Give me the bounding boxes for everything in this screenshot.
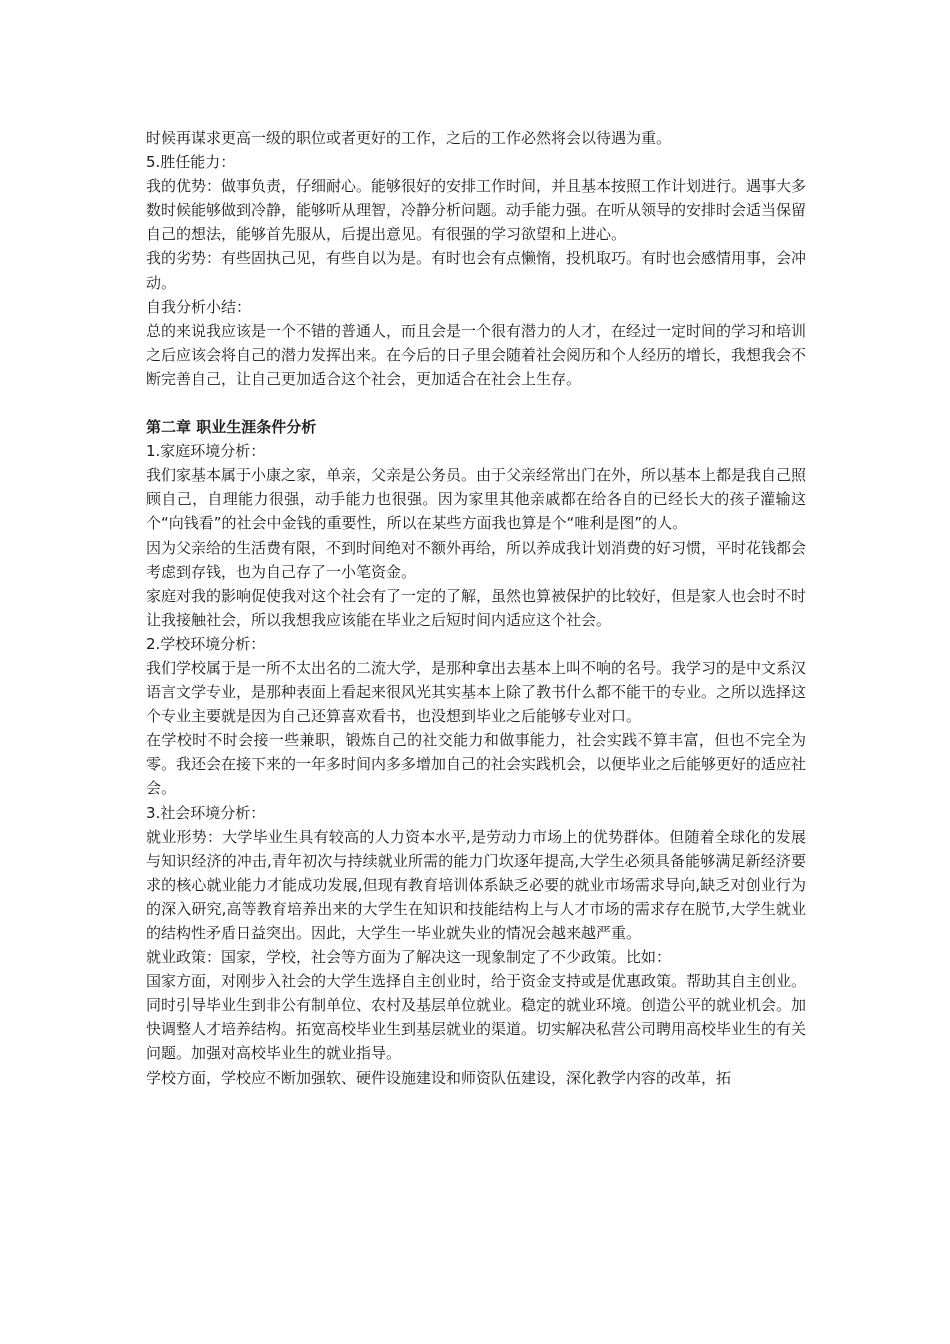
heading-competence: 5.胜任能力： bbox=[146, 153, 236, 172]
paragraph-continuation: 时候再谋求更高一级的职位或者更好的工作，之后的工作必然将会以待遇为重。 bbox=[146, 129, 672, 147]
paragraph-society-2: 就业政策：国家，学校，社会等方面为了解决这一现象制定了不少政策。比如： bbox=[146, 948, 672, 967]
heading-school-environment: 2.学校环境分析： bbox=[146, 634, 266, 653]
paragraph-strengths: 我的优势：做事负责，仔细耐心。能够很好的安排工作时间，并且基本按照工作计划进行。遇事大多数时候能够做到冷静，能够听从理智，冷静分析问题。动手能力强。在听从领导的安排时会适当保留自己的想法，能够首先服从，后提出意见。有很强的学习欲望和上进心。 bbox=[146, 177, 807, 244]
heading-society-environment: 3.社会环境分析： bbox=[146, 803, 266, 822]
chapter-title: 第二章 职业生涯条件分析 bbox=[146, 418, 317, 437]
paragraph-family-2: 因为父亲给的生活费有限，不到时间绝对不额外再给，所以养成我计划消费的好习惯，平时花钱都会考虑到存钱，也为自己存了一小笔资金。 bbox=[146, 538, 807, 581]
paragraph-school-1: 我们学校属于是一所不太出名的二流大学，是那种拿出去基本上叫不响的名号。我学习的是中文系汉语言文学专业，是那种表面上看起来很风光其实基本上除了教书什么都不能干的专业。之所以选择这个专业主要就是因为自己还算喜欢看书，也没想到毕业之后能够专业对口。 bbox=[146, 658, 807, 726]
paragraph-weaknesses: 我的劣势：有些固执己见，有些自以为是。有时也会有点懒惰，投机取巧。有时也会感情用事，会冲动。 bbox=[146, 249, 807, 292]
heading-self-summary: 自我分析小结： bbox=[146, 297, 252, 316]
paragraph-self-summary: 总的来说我应该是一个不错的普通人，而且会是一个很有潜力的人才，在经过一定时间的学习和培训之后应该会将自己的潜力发挥出来。在今后的日子里会随着社会阅历和个人经历的增长，我想我会不断完善自己，让自己更加适合这个社会，更加适合在社会上生存。 bbox=[146, 321, 807, 388]
heading-family-environment: 1.家庭环境分析： bbox=[146, 442, 266, 461]
paragraph-society-4: 学校方面，学校应不断加强软、硬件设施建设和师资队伍建设，深化教学内容的改革，拓 bbox=[146, 1068, 732, 1087]
paragraph-school-2: 在学校时不时会接一些兼职，锻炼自己的社交能力和做事能力，社会实践不算丰富，但也不完全为零。我还会在接下来的一年多时间内多多增加自己的社会实践机会，以便毕业之后能够更好的适应社会。 bbox=[146, 731, 807, 798]
paragraph-family-3: 家庭对我的影响促使我对这个社会有了一定的了解，虽然也算被保护的比较好，但是家人也会时不时让我接触社会，所以我想我应该能在毕业之后短时间内适应这个社会。 bbox=[146, 586, 807, 629]
document-page bbox=[146, 126, 806, 1090]
paragraph-family-1: 我们家基本属于小康之家，单亲，父亲是公务员。由于父亲经常出门在外，所以基本上都是我自己照顾自己，自理能力很强，动手能力也很强。因为家里其他亲戚都在给各自的已经长大的孩子灌输这个“向钱看”的社会中金钱的重要性，所以在某些方面我也算是个“唯利是图”的人。 bbox=[146, 466, 807, 533]
paragraph-society-1: 就业形势：大学毕业生具有较高的人力资本水平,是劳动力市场上的优势群体。但随着全球化的发展与知识经济的冲击,青年初次与持续就业所需的能力门坎逐年提高,大学生必须具备能够满足新经济要求的核心就业能力才能成功发展,但现有教育培训体系缺乏必要的就业市场需求导向,缺乏对创业行为的深入研究,高等教育培养出来的大学生在知识和技能结构上与人才市场的需求存在脱节,大学生就业的结构性矛盾日益突出。因此，大学生一毕业就失业的情况会越来越严重。 bbox=[146, 827, 806, 942]
paragraph-society-3: 国家方面，对刚步入社会的大学生选择自主创业时，给于资金支持或是优惠政策。帮助其自主创业。同时引导毕业生到非公有制单位、农村及基层单位就业。稳定的就业环境。创造公平的就业机会。加快调整人才培养结构。拓宽高校毕业生到基层就业的渠道。切实解决私营公司聘用高校毕业生的有关问题。加强对高校毕业生的就业指导。 bbox=[146, 972, 807, 1063]
